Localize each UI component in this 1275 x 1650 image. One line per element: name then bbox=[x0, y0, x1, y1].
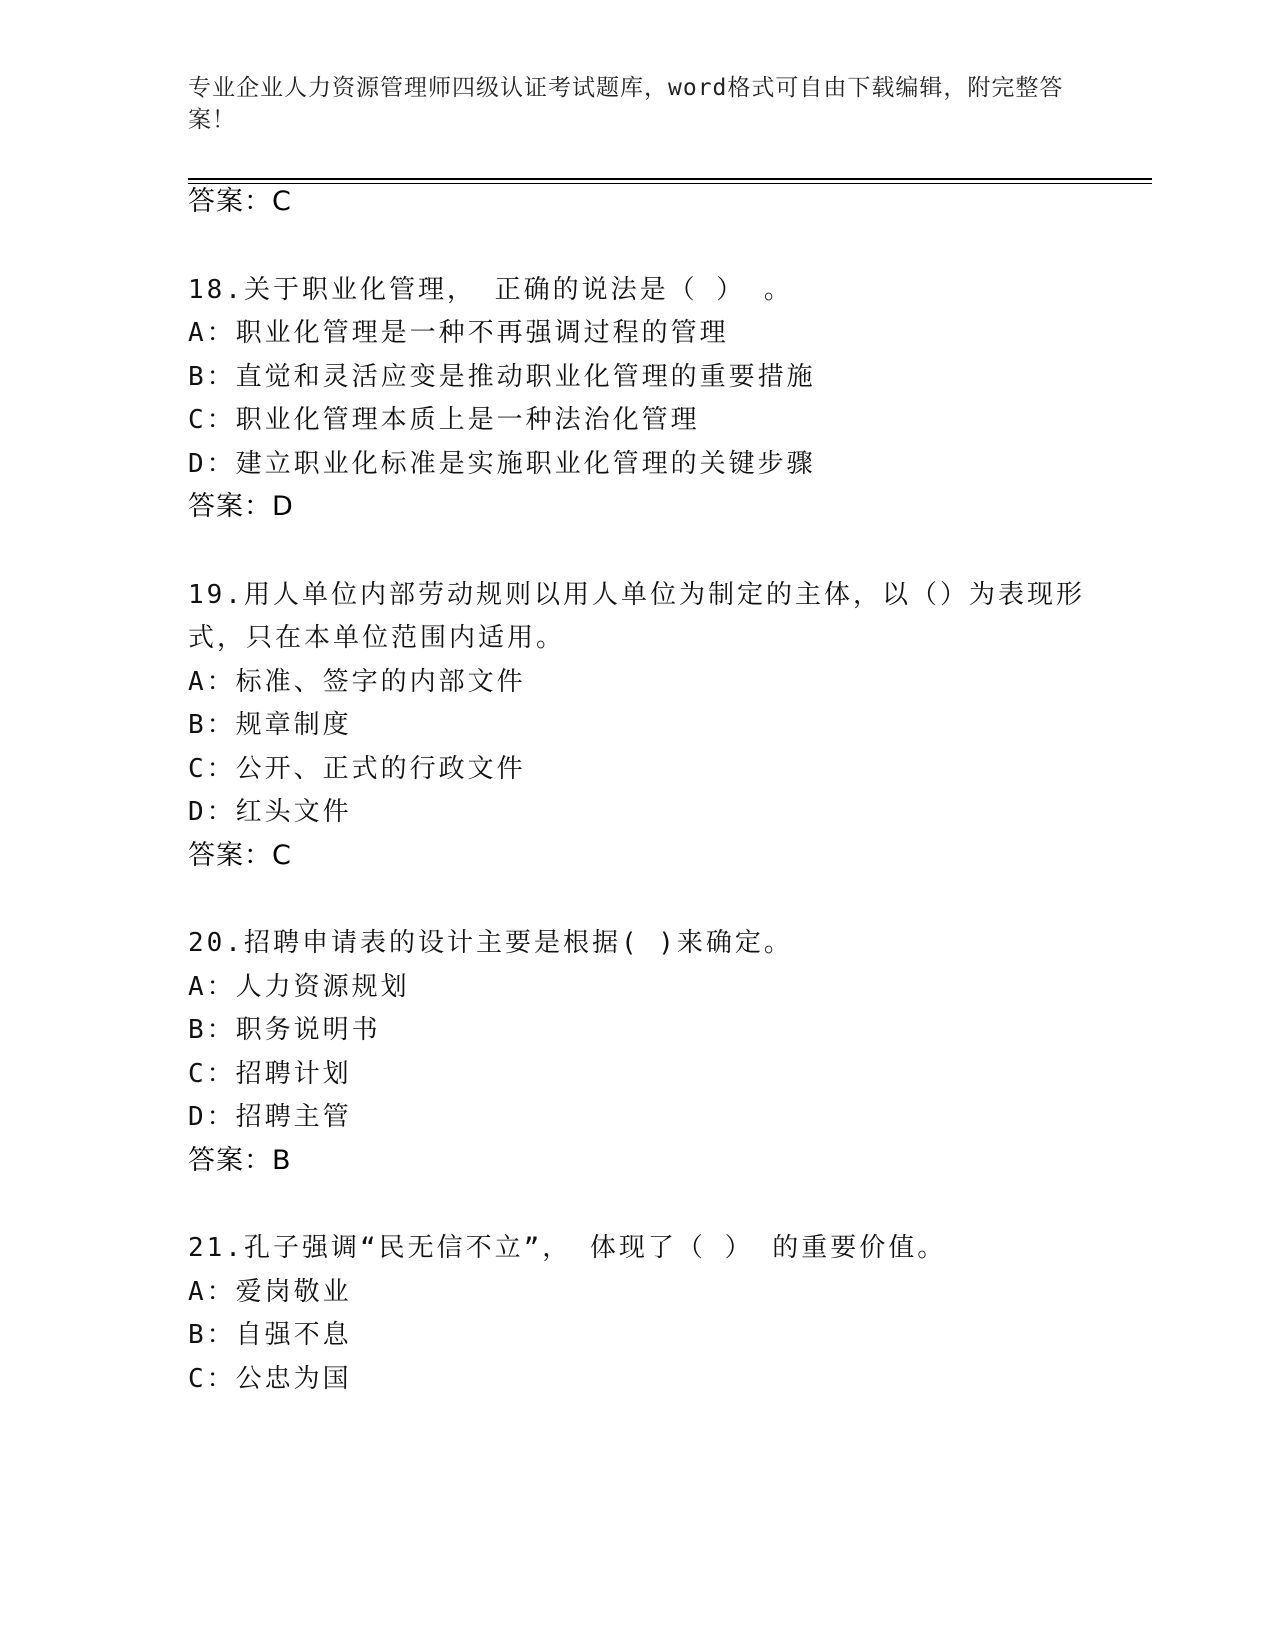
question-19-answer: 答案：C bbox=[188, 840, 292, 871]
question-19-option-a: A：标准、签字的内部文件 bbox=[188, 667, 526, 697]
question-19-option-b: B：规章制度 bbox=[188, 710, 352, 740]
question-21-stem: 21.孔子强调“民无信不立”， 体现了（ ） 的重要价值。 bbox=[188, 1233, 947, 1263]
question-20-option-c: C：招聘计划 bbox=[188, 1059, 352, 1089]
question-21-option-a: A：爱岗敬业 bbox=[188, 1277, 352, 1307]
question-19-stem-line1: 19.用人单位内部劳动规则以用人单位为制定的主体，以（）为表现形 bbox=[188, 580, 1085, 610]
answer-prev: 答案：C bbox=[188, 186, 292, 217]
question-20-answer: 答案：B bbox=[188, 1145, 292, 1176]
question-19-stem-line2: 式，只在本单位范围内适用。 bbox=[188, 623, 566, 653]
question-21-option-c: C：公忠为国 bbox=[188, 1364, 352, 1394]
question-20-option-a: A：人力资源规划 bbox=[188, 972, 410, 1002]
question-20-option-d: D：招聘主管 bbox=[188, 1102, 352, 1132]
question-19-option-c: C：公开、正式的行政文件 bbox=[188, 754, 526, 784]
question-18-option-c: C：职业化管理本质上是一种法治化管理 bbox=[188, 405, 700, 435]
question-18-answer: 答案：D bbox=[188, 491, 294, 522]
header-rule-thin bbox=[188, 183, 1152, 184]
question-18-stem: 18.关于职业化管理， 正确的说法是（ ） 。 bbox=[188, 275, 793, 305]
question-21-option-b: B：自强不息 bbox=[188, 1320, 352, 1350]
document-header: 专业企业人力资源管理师四级认证考试题库，word格式可自由下载编辑，附完整答案！ bbox=[188, 75, 1064, 133]
question-18-option-b: B：直觉和灵活应变是推动职业化管理的重要措施 bbox=[188, 362, 816, 392]
question-19-option-d: D：红头文件 bbox=[188, 797, 352, 827]
question-20-stem: 20.招聘申请表的设计主要是根据( )来确定。 bbox=[188, 928, 793, 958]
header-rule-thick bbox=[188, 178, 1152, 180]
question-18-option-a: A：职业化管理是一种不再强调过程的管理 bbox=[188, 318, 729, 348]
question-20-option-b: B：职务说明书 bbox=[188, 1015, 381, 1045]
question-18-option-d: D：建立职业化标准是实施职业化管理的关键步骤 bbox=[188, 449, 816, 479]
